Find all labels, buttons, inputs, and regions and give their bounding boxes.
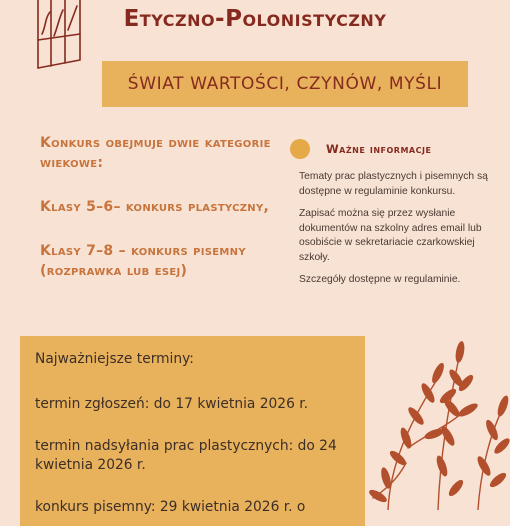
info-body <box>299 170 499 296</box>
categories-section <box>40 133 280 305</box>
info-paragraph: Szczegóły dostępne w regulaminie. <box>299 274 461 285</box>
info-paragraph: Zapisać można się przez wysłanie dokumentów na szkolny adres email lub osobiście w sekretariacie czarkowskiej szkoły. <box>299 208 482 263</box>
bullet-dot-icon <box>290 139 310 159</box>
info-heading: Ważne informacje <box>326 142 432 156</box>
deadlines-heading: Najważniejsze terminy: <box>35 351 194 367</box>
category-grades-7-8: Klasy 7–8 – konkurs pisemny (rozprawka lub esej) <box>40 243 246 279</box>
info-paragraph: Tematy prac plastycznych i pisemnych są dostępne w regulaminie konkursu. <box>299 171 488 197</box>
subtitle-banner <box>102 61 468 107</box>
deadline-item: termin nadsyłania prac plastycznych: do 24 kwietnia 2026 r. <box>35 438 337 473</box>
page-title: Etyczno-Polonistyczny <box>123 6 387 32</box>
deadline-item: konkurs pisemny: 29 kwietnia 2026 r. o <box>35 499 306 515</box>
leaf-branch-icon <box>368 338 510 510</box>
subtitle-text: ŚWIAT WARTOŚCI, CZYNÓW, MYŚLI <box>127 74 443 94</box>
category-grades-5-6: Klasy 5–6– konkurs plastyczny, <box>40 199 270 215</box>
deadlines-box <box>20 336 365 526</box>
deadline-item: termin zgłoszeń: do 17 kwietnia 2026 r. <box>35 396 309 412</box>
categories-intro: Konkurs obejmuje dwie kategorie wiekowe: <box>40 135 271 171</box>
